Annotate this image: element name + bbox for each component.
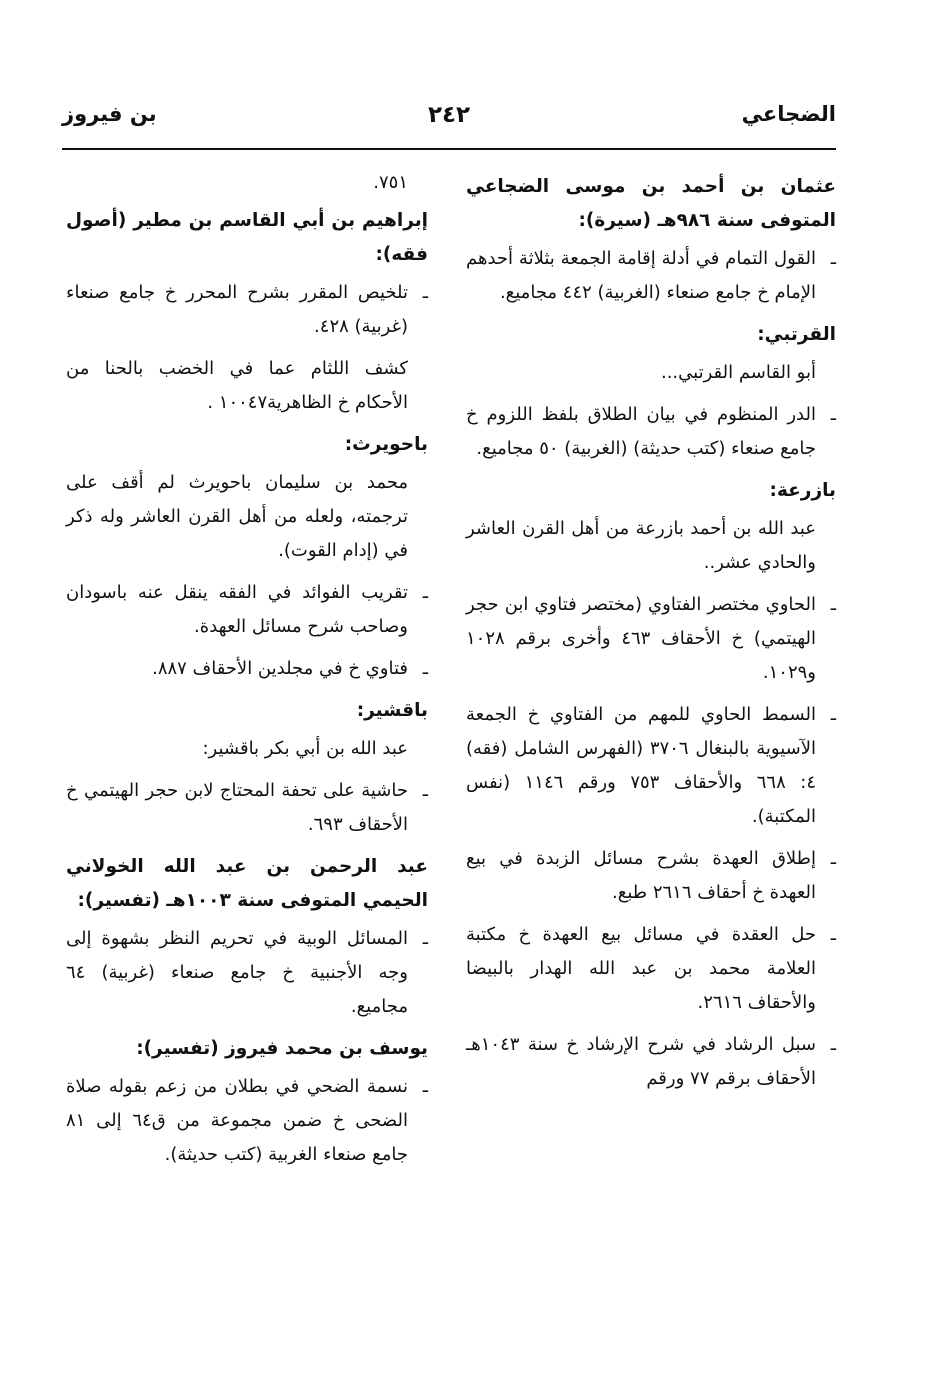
book-entry: ـ حاشية على تحفة المحتاج لابن حجر الهيتمي خ الأحقاف ٦٩٣.	[66, 774, 428, 842]
author-heading: عبد الرحمن بن عبد الله الخولاني الحيمي المتوفى سنة ١٠٠٣هـ (تفسير):	[66, 856, 428, 911]
book-entry: ـ فتاوي خ في مجلدين الأحقاف ٨٨٧.	[66, 652, 428, 686]
book-entry: ـ المسائل الوبية في تحريم النظر بشهوة إلى وجه الأجنبية خ جامع صنعاء (غربية) ٦٤ مجاميع.	[66, 922, 428, 1024]
author-heading: عثمان بن أحمد بن موسى الضجاعي المتوفى سنة ٩٨٦هـ (سيرة):	[466, 176, 836, 231]
author-heading: بازرعة:	[769, 480, 836, 501]
header-right-title: الضجاعي	[741, 102, 836, 126]
header-left-title: بن فيروز	[62, 102, 157, 126]
author-heading: باقشير:	[356, 700, 428, 721]
book-entry: ـ القول التمام في أدلة إقامة الجمعة بثلاثة أحدهم الإمام خ جامع صنعاء (الغربية) ٤٤٢ مجاميع.	[466, 242, 836, 310]
book-entry: ـ الدر المنظوم في بيان الطلاق بلفظ اللزوم خ جامع صنعاء (كتب حديثة) (الغربية) ٥٠ مجاميع.	[466, 398, 836, 466]
author-note: عبد الله بن أبي بكر باقشير:	[202, 738, 408, 759]
author-note: عبد الله بن أحمد بازرعة من أهل القرن العاشر والحادي عشر..	[466, 518, 816, 573]
book-entry: ـ حل العقدة في مسائل بيع العهدة خ مكتبة العلامة محمد بن عبد الله الهدار بالبيضا والأحقاف ٢٦١٦.	[466, 918, 836, 1020]
book-entry: ـ تلخيص المقرر بشرح المحرر خ جامع صنعاء (غربية) ٤٢٨.	[66, 276, 428, 344]
running-header	[62, 100, 836, 140]
author-heading: إبراهيم بن أبي القاسم بن مطير (أصول فقه):	[66, 210, 428, 265]
book-entry: ـ سبل الرشاد في شرح الإرشاد خ سنة ١٠٤٣هـ الأحقاف برقم ٧٧ ورقم	[466, 1028, 836, 1096]
author-note: محمد بن سليمان باحويرث لم أقف على ترجمته، ولعله من أهل القرن العاشر وله ذكر في (إدام القوت).	[66, 472, 408, 561]
page-number: ٢٤٢	[427, 102, 471, 128]
header-divider	[62, 148, 836, 150]
book-entry: ـ السمط الحاوي للمهم من الفتاوي خ الجمعة الآسيوية بالبنغال ٣٧٠٦ (الفهرس الشامل (فقه) ٤: ٦٦٨ والأحقاف ٧٥٣ ورقم ١١٤٦ (نفس المكتبة).	[466, 698, 836, 834]
book-entry: ـ الحاوي مختصر الفتاوي (مختصر فتاوي ابن حجر الهيتمي) خ الأحقاف ٤٦٣ وأخرى برقم ١٠٢٨ و١٠٢٩.	[466, 588, 836, 690]
book-entry: ـ تقريب الفوائد في الفقه ينقل عنه باسودان وصاحب شرح مسائل العهدة.	[66, 576, 428, 644]
book-entry-plain: كشف اللثام عما في الخضب بالحنا من الأحكام خ الظاهرية١٠٠٤٧ .	[66, 358, 408, 413]
author-note: أبو القاسم القرتبي...	[660, 362, 816, 383]
author-heading: القرتبي:	[757, 324, 836, 345]
right-column	[466, 166, 836, 1104]
left-column	[66, 166, 428, 1180]
author-heading: يوسف بن محمد فيروز (تفسير):	[136, 1038, 428, 1059]
book-entry: ـ نسمة الضحي في بطلان من زعم بقوله صلاة الضحى خ ضمن مجموعة من ق٦٤ إلى ٨١ جامع صنعاء الغربية (كتب حديثة).	[66, 1070, 428, 1172]
book-entry: ـ إطلاق العهدة بشرح مسائل الزبدة في بيع العهدة خ أحقاف ٢٦١٦ طبع.	[466, 842, 836, 910]
author-heading: باحويرث:	[344, 434, 428, 455]
continued-number: ٧٥١.	[373, 172, 408, 193]
